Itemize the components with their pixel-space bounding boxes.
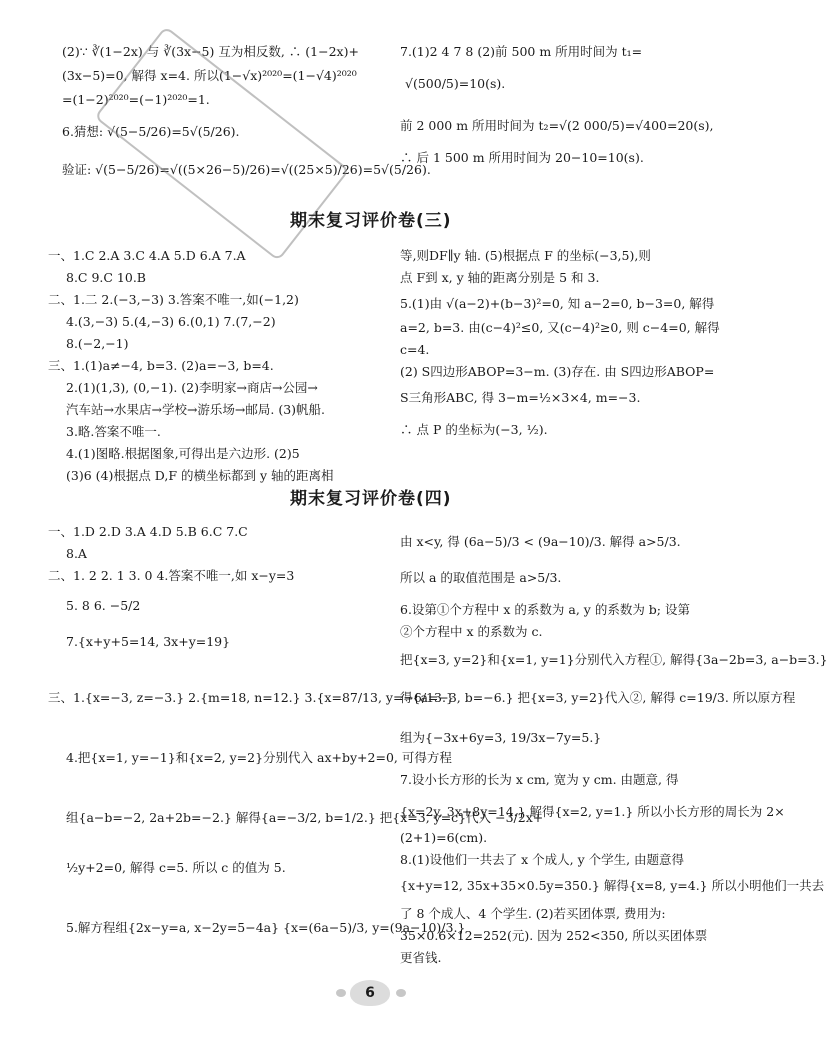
text-line: 6.猜想: √(5−5/26)=5√(5/26).: [62, 124, 240, 139]
text-line: 35×0.6×12=252(元). 因为 252<350, 所以买团体票: [400, 928, 708, 943]
text-line: 前 2 000 m 所用时间为 t₂=√(2 000/5)=√400=20(s),: [400, 118, 714, 133]
text-line: 所以 a 的取值范围是 a>5/3.: [400, 570, 562, 585]
text-line: ②个方程中 x 的系数为 c.: [400, 624, 543, 639]
text-line: 4.把{x=1, y=−1}和{x=2, y=2}分别代入 ax+by+2=0, 可得方程: [66, 750, 452, 765]
text-line: 8.A: [66, 546, 87, 561]
text-line: 了 8 个成人、4 个学生. (2)若买团体票, 费用为:: [400, 906, 666, 921]
text-line: ½y+2=0, 解得 c=5. 所以 c 的值为 5.: [66, 860, 286, 875]
text-line: 三、1.{x=−3, z=−3.} 2.{m=18, n=12.} 3.{x=87/13, y=−6/13.}: [48, 690, 454, 705]
text-line: 一、1.C 2.A 3.C 4.A 5.D 6.A 7.A: [48, 248, 246, 263]
text-line: 8.C 9.C 10.B: [66, 270, 146, 285]
text-line: 等,则DF∥y 轴. (5)根据点 F 的坐标(−3,5),则: [400, 248, 651, 263]
text-line: √(500/5)=10(s).: [405, 76, 506, 91]
section-title: 期末复习评价卷(三): [290, 211, 452, 231]
text-line: (2) S四边形ABOP=3−m. (3)存在. 由 S四边形ABOP=: [400, 364, 715, 379]
text-line: =(1−2)²⁰²⁰=(−1)²⁰²⁰=1.: [62, 92, 210, 107]
text-line: 把{x=3, y=2}和{x=1, y=1}分别代入方程①, 解得{3a−2b=3, a−b=3.}: [400, 652, 828, 667]
text-line: 组{a−b=−2, 2a+2b=−2.} 解得{a=−3/2, b=1/2.} 把{x=3, y=c}代入 −3/2x+: [66, 810, 544, 825]
text-line: 7.{x+y+5=14, 3x+y=19}: [66, 634, 231, 649]
text-line: 7.设小长方形的长为 x cm, 宽为 y cm. 由题意, 得: [400, 772, 679, 787]
text-line: 4.(1)图略.根据图象,可得出是六边形. (2)5: [66, 446, 300, 461]
text-line: S三角形ABC, 得 3−m=½×3×4, m=−3.: [400, 390, 641, 405]
text-line: 验证: √(5−5/26)=√((5×26−5)/26)=√((25×5)/26)=5√(5/26).: [62, 162, 431, 177]
text-line: 三、1.(1)a≠−4, b=3. (2)a=−3, b=4.: [48, 358, 274, 373]
text-line: ∴ 点 P 的坐标为(−3, ½).: [400, 422, 548, 437]
text-line: 汽车站→水果店→学校→游乐场→邮局. (3)帆船.: [66, 402, 326, 417]
text-line: 组为{−3x+6y=3, 19/3x−7y=5.}: [400, 730, 602, 745]
text-line: 4.(3,−3) 5.(4,−3) 6.(0,1) 7.(7,−2): [66, 314, 276, 329]
text-line: 二、1. 2 2. 1 3. 0 4.答案不唯一,如 x−y=3: [48, 568, 295, 583]
text-line: (2)∵ ∛(1−2x) 与 ∛(3x−5) 互为相反数, ∴ (1−2x)+: [62, 44, 359, 59]
text-line: 一、1.D 2.D 3.A 4.D 5.B 6.C 7.C: [48, 524, 248, 539]
text-line: 5. 8 6. −5/2: [66, 598, 141, 613]
text-line: 得{a=−3, b=−6.} 把{x=3, y=2}代入②, 解得 c=19/3. 所以原方程: [400, 690, 796, 705]
text-line: 8.(−2,−1): [66, 336, 129, 351]
text-line: 更省钱.: [400, 950, 442, 965]
text-line: 6.设第①个方程中 x 的系数为 a, y 的系数为 b; 设第: [400, 602, 690, 617]
text-line: 3.略.答案不唯一.: [66, 424, 161, 439]
text-line: {x+y=12, 35x+35×0.5y=350.} 解得{x=8, y=4.} 所以小明他们一共去: [400, 878, 825, 893]
page-number: 6: [350, 980, 390, 1006]
text-line: 2.(1)(1,3), (0,−1). (2)李明家→商店→公园→: [66, 380, 318, 395]
text-line: 7.(1)2 4 7 8 (2)前 500 m 所用时间为 t₁=: [400, 44, 643, 59]
text-line: (3)6 (4)根据点 D,F 的横坐标都到 y 轴的距离相: [66, 468, 334, 483]
text-line: {x=2y, 3x+8y=14.} 解得{x=2, y=1.} 所以小长方形的周长为 2×: [400, 804, 785, 819]
leaf-icon: [396, 989, 406, 997]
text-line: 点 F到 x, y 轴的距离分别是 5 和 3.: [400, 270, 600, 285]
text-line: 8.(1)设他们一共去了 x 个成人, y 个学生, 由题意得: [400, 852, 685, 867]
text-line: ∴ 后 1 500 m 所用时间为 20−10=10(s).: [400, 150, 644, 165]
text-line: a=2, b=3. 由(c−4)²≤0, 又(c−4)²≥0, 则 c−4=0, 解得: [400, 320, 720, 335]
text-line: 5.(1)由 √(a−2)+(b−3)²=0, 知 a−2=0, b−3=0, 解得: [400, 296, 715, 311]
text-line: c=4.: [400, 342, 430, 357]
leaf-icon: [336, 989, 346, 997]
text-line: (2+1)=6(cm).: [400, 830, 488, 845]
text-line: (3x−5)=0, 解得 x=4. 所以(1−√x)²⁰²⁰=(1−√4)²⁰²⁰: [62, 68, 357, 83]
text-line: 5.解方程组{2x−y=a, x−2y=5−4a} {x=(6a−5)/3, y=(9a−10)/3.}: [66, 920, 466, 935]
section-title: 期末复习评价卷(四): [290, 489, 452, 509]
text-line: 由 x<y, 得 (6a−5)/3 < (9a−10)/3. 解得 a>5/3.: [400, 534, 681, 549]
text-line: 二、1.二 2.(−3,−3) 3.答案不唯一,如(−1,2): [48, 292, 299, 307]
